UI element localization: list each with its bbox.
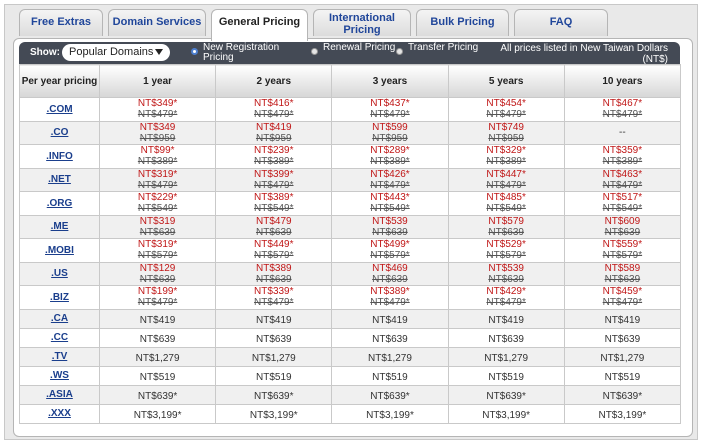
regular-price: NT$389* [254,156,294,168]
regular-price: NT$549* [486,203,526,215]
tld-link[interactable]: .BIZ [50,291,69,303]
price-cell [216,145,332,169]
domain-group-select-value: Popular Domains [69,46,154,58]
regular-price: NT$549* [137,203,178,215]
price: NT$3,199* [133,409,182,421]
tld-cell [20,262,100,286]
tld-cell [20,98,100,122]
tld-link[interactable]: .MOBI [45,244,74,256]
table-row [20,239,681,263]
radio-label: Transfer Pricing [408,42,479,53]
table-row [20,215,681,239]
regular-price: NT$389* [602,156,643,168]
price-cell [448,168,564,192]
regular-price: NT$479* [137,179,178,191]
tld-link[interactable]: .CO [50,127,69,139]
price-cell [100,145,216,169]
price-cell [564,366,680,385]
price-cell [100,404,216,423]
sale-price: NT$479 [255,215,292,227]
sale-price: NT$289* [370,145,410,157]
table-row [20,145,681,169]
tld-cell [20,366,100,385]
price-cell [216,98,332,122]
sale-price: NT$517* [602,192,643,204]
regular-price: NT$959 [139,132,176,144]
price: NT$1,279 [135,352,180,364]
sale-price: NT$463* [602,168,643,180]
sale-price: NT$599 [372,121,408,133]
sale-price: NT$319* [137,239,178,251]
sale-price: NT$539 [488,262,524,274]
table-row [20,192,681,216]
sale-price: NT$559* [602,239,643,251]
price: NT$519 [372,371,408,383]
show-label: Show: [30,47,60,58]
price-cell [564,239,680,263]
price: NT$639 [604,333,641,345]
sale-price: NT$749 [488,121,524,133]
tld-cell [20,347,100,366]
price-cell [216,215,332,239]
tld-cell [20,309,100,328]
price: NT$639 [488,333,524,345]
regular-price: NT$479* [137,297,178,309]
price-cell [448,215,564,239]
tab-faq[interactable]: FAQ [514,9,608,36]
regular-price: NT$639 [139,226,176,238]
price-cell [564,385,680,404]
regular-price: NT$479* [254,179,294,191]
price-cell [448,145,564,169]
sale-price: NT$329* [486,145,526,157]
tld-link[interactable]: .WS [50,370,69,381]
price: NT$639* [486,390,526,402]
table-row [20,286,681,310]
regular-price: NT$479* [602,297,643,309]
tld-link[interactable]: .COM [46,103,73,115]
price-cell [100,366,216,385]
tab-international-pricing[interactable]: International Pricing [313,9,411,36]
price: NT$1,279 [368,352,412,364]
tld-link[interactable]: .ASIA [46,389,73,400]
header-3-years: 3 years [332,65,448,98]
header-2-years: 2 years [216,65,332,98]
price-cell [332,309,448,328]
price-cell [100,121,216,145]
sale-price: NT$429* [486,286,526,298]
currency-note: All prices listed in New Taiwan Dollars (NT$) [500,43,668,65]
price: NT$419 [604,314,641,326]
sale-price: NT$426* [370,168,410,180]
sale-price: NT$469 [372,262,408,274]
price-cell [216,366,332,385]
regular-price: NT$639 [372,226,408,238]
radio-icon [311,48,318,55]
price-cell [332,168,448,192]
price-cell [332,262,448,286]
regular-price: NT$639 [488,273,524,285]
tld-link[interactable]: .ORG [46,197,73,209]
price-cell [332,286,448,310]
tld-link[interactable]: .CA [50,313,69,324]
price: NT$419 [372,314,408,326]
price: NT$3,199* [366,409,414,421]
tab-general-pricing[interactable]: General Pricing [211,9,308,41]
price-cell [216,309,332,328]
price-cell [448,286,564,310]
tld-link[interactable]: .XXX [48,408,71,419]
price-cell [332,215,448,239]
table-row [20,385,681,404]
regular-price: NT$549* [254,203,294,215]
price: NT$639* [137,390,178,402]
sale-price: NT$129 [139,262,176,274]
price-cell [564,286,680,310]
sale-price: NT$339* [254,286,294,298]
price-cell [448,366,564,385]
sale-price: NT$447* [486,168,526,180]
price: NT$639 [139,333,176,345]
regular-price: NT$389* [137,156,178,168]
sale-price: NT$419 [255,121,292,133]
price-cell [216,168,332,192]
filter-bar [19,42,680,64]
sale-price: NT$389 [255,262,292,274]
price: NT$639 [255,333,292,345]
tld-cell [20,286,100,310]
price: NT$639* [602,390,643,402]
price-cell [216,121,332,145]
price-cell [564,404,680,423]
price-cell [100,309,216,328]
price-cell [448,385,564,404]
price-cell [100,347,216,366]
price-cell [100,215,216,239]
price-cell [564,328,680,347]
regular-price: NT$479* [486,109,526,121]
regular-price: NT$479* [254,109,294,121]
sale-price: NT$359* [602,145,643,157]
price-cell [448,328,564,347]
price: NT$519 [488,371,524,383]
radio-label: New Registration Pricing [203,42,280,63]
regular-price: NT$479* [370,297,410,309]
tld-cell [20,404,100,423]
price-cell [564,262,680,286]
price-cell [448,309,564,328]
price-cell [448,262,564,286]
sale-price: NT$99* [140,145,175,157]
sale-price: NT$349 [139,121,176,133]
tld-cell [20,215,100,239]
sale-price: NT$399* [254,168,294,180]
tld-cell [20,145,100,169]
price-cell [448,192,564,216]
sale-price: NT$539 [372,215,408,227]
price-cell [448,98,564,122]
table-row [20,98,681,122]
regular-price: NT$479* [486,179,526,191]
price-cell [448,404,564,423]
price-cell [216,404,332,423]
sale-price: -- [619,127,626,139]
regular-price: NT$479* [254,297,294,309]
table-row [20,121,681,145]
tab-domain-services[interactable]: Domain Services [108,9,206,36]
price-cell [100,192,216,216]
price-cell [448,121,564,145]
regular-price: NT$549* [370,203,410,215]
tld-link[interactable]: .NET [48,174,71,186]
sale-price: NT$437* [370,98,410,110]
price-cell [332,145,448,169]
price-cell [332,192,448,216]
table-row [20,168,681,192]
sale-price: NT$449* [254,239,294,251]
price-cell [332,328,448,347]
sale-price: NT$467* [602,98,643,110]
price-cell [100,239,216,263]
sale-price: NT$349* [137,98,178,110]
regular-price: NT$479* [370,179,410,191]
header-1-year: 1 year [100,65,216,98]
sale-price: NT$609 [604,215,641,227]
price-cell [448,347,564,366]
sale-price: NT$454* [486,98,526,110]
price-cell [100,262,216,286]
table-row [20,347,681,366]
tld-link[interactable]: .INFO [46,150,73,162]
table-row [20,328,681,347]
regular-price: NT$639 [488,226,524,238]
price-cell [332,239,448,263]
price: NT$3,199* [249,409,298,421]
price-cell [564,98,680,122]
price-cell [564,215,680,239]
sale-price: NT$589 [604,262,641,274]
header-per-year-pricing: Per year pricing [20,65,100,98]
price-cell [332,404,448,423]
price: NT$519 [604,371,641,383]
sale-price: NT$416* [254,98,294,110]
price-cell [216,239,332,263]
header-5-years: 5 years [448,65,564,98]
regular-price: NT$639 [255,273,292,285]
radio-icon [396,48,403,55]
sale-price: NT$389* [370,286,410,298]
table-row [20,262,681,286]
price: NT$419 [139,314,176,326]
price-cell [216,262,332,286]
price-cell [100,168,216,192]
regular-price: NT$479* [370,109,410,121]
sale-price: NT$443* [370,192,410,204]
tld-link[interactable]: .ME [50,221,69,233]
price: NT$3,199* [598,409,647,421]
sale-price: NT$319* [137,168,178,180]
price-cell [448,239,564,263]
regular-price: NT$579* [486,250,526,262]
price-cell [564,347,680,366]
tld-cell [20,192,100,216]
price-cell [332,385,448,404]
tld-link[interactable]: .TV [51,351,68,362]
regular-price: NT$639 [604,273,641,285]
table-row [20,404,681,423]
regular-price: NT$479* [486,297,526,309]
sale-price: NT$499* [370,239,410,251]
price-cell [332,121,448,145]
regular-price: NT$389* [370,156,410,168]
sale-price: NT$389* [254,192,294,204]
radio-selected-icon [191,48,198,55]
tld-cell [20,385,100,404]
tld-cell [20,121,100,145]
price-cell [332,347,448,366]
regular-price: NT$579* [137,250,178,262]
regular-price: NT$479* [602,179,643,191]
sale-price: NT$239* [254,145,294,157]
regular-price: NT$579* [254,250,294,262]
price-cell [216,328,332,347]
tab-bulk-pricing[interactable]: Bulk Pricing [416,9,509,36]
price-cell [216,192,332,216]
price-cell [332,98,448,122]
price-cell [216,347,332,366]
tld-link[interactable]: .US [51,268,68,280]
regular-price: NT$579* [370,250,410,262]
sale-price: NT$459* [602,286,643,298]
price-cell [100,98,216,122]
price: NT$419 [488,314,524,326]
chevron-down-icon [155,49,163,55]
regular-price: NT$959 [372,132,408,144]
regular-price: NT$479* [602,109,643,121]
price-cell [564,192,680,216]
sale-price: NT$579 [488,215,524,227]
tab-free-extras[interactable]: Free Extras [19,9,103,36]
price: NT$419 [255,314,292,326]
regular-price: NT$959 [255,132,292,144]
price-cell [100,286,216,310]
table-row [20,309,681,328]
price: NT$639* [370,390,410,402]
sale-price: NT$199* [137,286,178,298]
price-cell [332,366,448,385]
tld-cell [20,328,100,347]
sale-price: NT$319 [139,215,176,227]
price-cell [564,168,680,192]
table-header-row [20,65,681,98]
price-cell [564,309,680,328]
price: NT$639* [254,390,294,402]
price-cell [216,385,332,404]
tld-cell [20,239,100,263]
regular-price: NT$639 [604,226,641,238]
regular-price: NT$549* [602,203,643,215]
domain-group-select[interactable] [62,44,170,61]
pricing-table [19,64,681,424]
price-cell [100,328,216,347]
header-10-years: 10 years [564,65,680,98]
tld-link[interactable]: .CC [50,332,69,343]
price-cell [564,121,680,145]
price: NT$639 [372,333,408,345]
price: NT$1,279 [600,352,645,364]
price-cell [100,385,216,404]
price: NT$1,279 [484,352,529,364]
regular-price: NT$639 [372,273,408,285]
sale-price: NT$485* [486,192,526,204]
regular-price: NT$479* [137,109,178,121]
sale-price: NT$529* [486,239,526,251]
regular-price: NT$389* [486,156,526,168]
table-row [20,366,681,385]
radio-label: Renewal Pricing [323,42,396,53]
price: NT$519 [139,371,176,383]
regular-price: NT$579* [602,250,643,262]
price: NT$519 [255,371,292,383]
tld-cell [20,168,100,192]
price-cell [216,286,332,310]
price-cell [564,145,680,169]
regular-price: NT$639 [255,226,292,238]
price: NT$3,199* [482,409,531,421]
regular-price: NT$959 [488,132,524,144]
regular-price: NT$639 [139,273,176,285]
sale-price: NT$229* [137,192,178,204]
price: NT$1,279 [251,352,296,364]
